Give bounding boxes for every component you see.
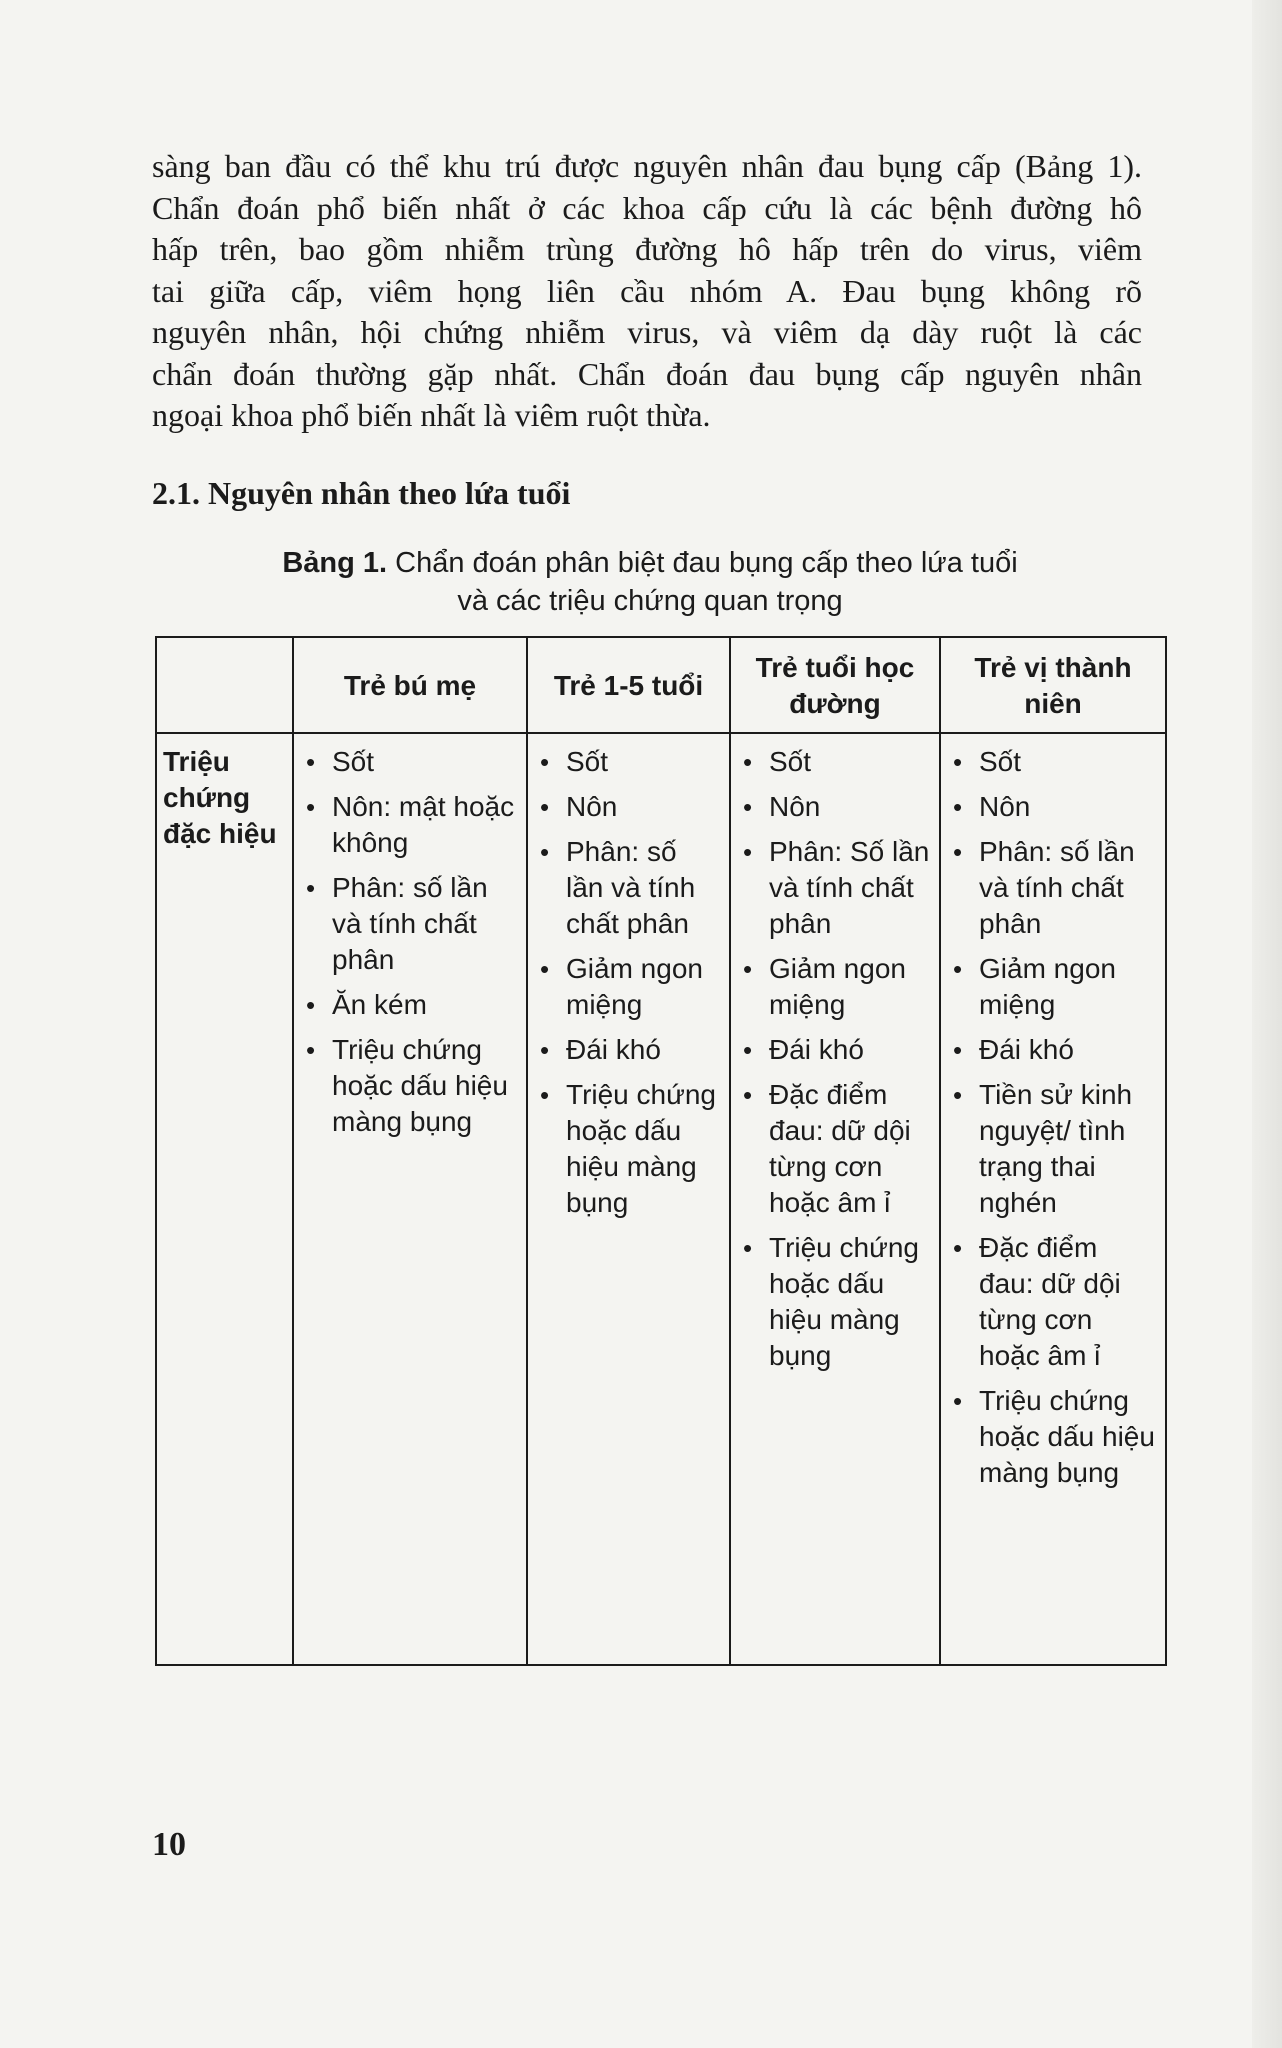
symptom-list (536, 744, 721, 1221)
paragraph-line: Chẩn đoán phổ biến nhất ở các khoa cấp cứu là các bệnh đường hô (152, 189, 1142, 226)
list-item: • Triệu chứng hoặc dấu hiệu màng bụng (536, 1077, 721, 1221)
symptom-list (302, 744, 518, 1140)
row-label-specific-symptoms: Triệu chứng đặc hiệu (156, 733, 293, 1665)
list-item: • Triệu chứng hoặc dấu hiệu màng bụng (739, 1230, 931, 1374)
list-item: • Giảm ngon miệng (949, 951, 1157, 1023)
paragraph-line: ngoại khoa phổ biến nhất là viêm ruột thừa. (152, 397, 711, 433)
list-item: • Phân: Số lần và tính chất phân (739, 834, 931, 942)
list-item: • Nôn (536, 789, 721, 825)
cell-toddler (527, 733, 730, 1665)
differential-diagnosis-table (155, 636, 1167, 1666)
cell-infant (293, 733, 527, 1665)
list-item: • Nôn (949, 789, 1157, 825)
table-caption (150, 544, 1150, 620)
paragraph-line: sàng ban đầu có thể khu trú được nguyên nhân đau bụng cấp (Bảng 1). (152, 148, 1142, 184)
list-item: • Phân: số lần và tính chất phân (302, 870, 518, 978)
header-school-age: Trẻ tuổi học đường (730, 637, 940, 733)
list-item: • Nôn (739, 789, 931, 825)
caption-line-2: và các triệu chứng quan trọng (457, 585, 843, 617)
paragraph-line: chẩn đoán thường gặp nhất. Chẩn đoán đau bụng cấp nguyên nhân (152, 355, 1142, 392)
list-item: • Đái khó (949, 1032, 1157, 1068)
caption-title: Chẩn đoán phân biệt đau bụng cấp theo lứa tuổi (395, 547, 1018, 579)
symptom-list (949, 744, 1157, 1491)
paragraph-line: tai giữa cấp, viêm họng liên cầu nhóm A. Đau bụng không rõ (152, 272, 1142, 309)
cell-school-age (730, 733, 940, 1665)
page-number: 10 (152, 1826, 186, 1863)
caption-line-1 (150, 544, 1150, 582)
list-item: • Đặc điểm đau: dữ dội từng cơn hoặc âm ỉ (949, 1230, 1157, 1374)
section-heading: 2.1. Nguyên nhân theo lứa tuổi (152, 475, 571, 511)
list-item: • Sốt (536, 744, 721, 780)
table-row (156, 733, 1166, 1665)
list-item: • Sốt (302, 744, 518, 780)
caption-label: Bảng 1. (282, 547, 388, 579)
list-item: • Đái khó (739, 1032, 931, 1068)
list-item: • Nôn: mật hoặc không (302, 789, 518, 861)
symptom-list (739, 744, 931, 1374)
list-item: • Sốt (739, 744, 931, 780)
page-edge (1252, 0, 1282, 2048)
paragraph-line: hấp trên, bao gồm nhiễm trùng đường hô hấp trên do virus, viêm (152, 231, 1142, 267)
table-header-row (156, 637, 1166, 733)
list-item: • Sốt (949, 744, 1157, 780)
body-paragraph (152, 146, 1142, 437)
list-item: • Triệu chứng hoặc dấu hiệu màng bụng (949, 1383, 1157, 1491)
list-item: • Phân: số lần và tính chất phân (536, 834, 721, 942)
list-item: • Phân: số lần và tính chất phân (949, 834, 1157, 942)
list-item: • Triệu chứng hoặc dấu hiệu màng bụng (302, 1032, 518, 1140)
list-item: • Giảm ngon miệng (739, 951, 931, 1023)
header-cell-empty (156, 637, 293, 733)
header-adolescent: Trẻ vị thành niên (940, 637, 1166, 733)
header-infant: Trẻ bú mẹ (293, 637, 527, 733)
cell-adolescent (940, 733, 1166, 1665)
list-item: • Đặc điểm đau: dữ dội từng cơn hoặc âm ỉ (739, 1077, 931, 1221)
list-item: • Tiền sử kinh nguyệt/ tình trạng thai nghén (949, 1077, 1157, 1221)
list-item: • Ăn kém (302, 987, 518, 1023)
header-toddler: Trẻ 1-5 tuổi (527, 637, 730, 733)
list-item: • Đái khó (536, 1032, 721, 1068)
list-item: • Giảm ngon miệng (536, 951, 721, 1023)
paragraph-line: nguyên nhân, hội chứng nhiễm virus, và viêm dạ dày ruột là các (152, 314, 1142, 350)
